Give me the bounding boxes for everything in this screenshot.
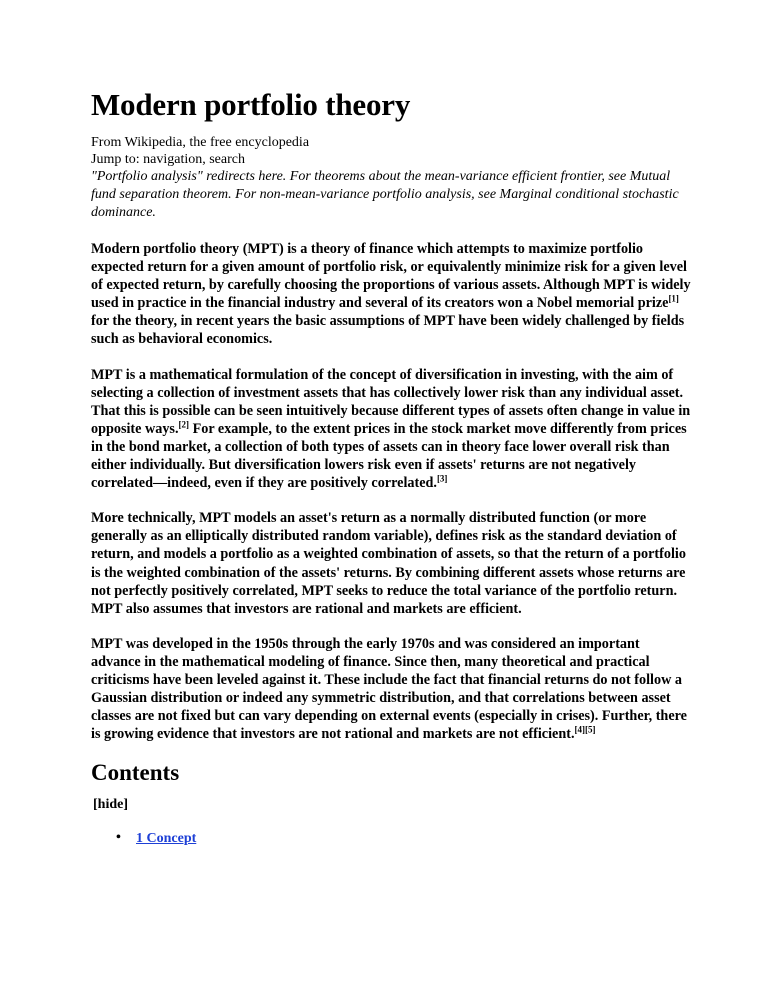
toc-item-concept: [91, 831, 691, 847]
jump-navigation-link[interactable]: navigation: [143, 152, 203, 167]
hatnote: "Portfolio analysis" redirects here. For theorems about the mean-variance efficient frontier, see Mutual fund separation theorem. For non-mean-variance portfolio analysis, see Marginal conditional stochastic dominance.: [91, 169, 679, 220]
jump-prefix: Jump to:: [91, 152, 144, 167]
contents-heading: Contents: [91, 760, 180, 786]
intro-paragraph-3: More technically, MPT models an asset's return as a normally distributed function (or more generally as an elliptically distributed random variable), defines risk as the standard deviation of return, and models a portfolio as a weighted combination of assets, so that the return of a portfolio is the weighted combination of the assets' returns. By combining different assets whose returns are not perfectly positively correlated, MPT seeks to reduce the total variance of the portfolio return. MPT also assumes that investors are rational and markets are efficient.: [91, 510, 686, 617]
reference-link[interactable]: [3]: [436, 473, 448, 484]
reference-link[interactable]: [4][5]: [574, 724, 596, 735]
table-of-contents: [91, 831, 691, 847]
reference-link[interactable]: [1]: [668, 293, 679, 304]
reference-link[interactable]: [2]: [178, 419, 190, 430]
paragraph-text: For example, to the extent prices in the stock market move differently from prices in the bond market, a collection of both types of assets can in theory face lower overall risk than either individually. But diversification lowers risk even if assets' returns are not negatively correlated—indeed, even if they are positively correlated.: [91, 420, 687, 492]
source-line: From Wikipedia, the free encyclopedia: [91, 135, 310, 150]
article: [91, 88, 691, 847]
bullet-icon: •: [116, 830, 121, 846]
paragraph-text: Modern portfolio theory (MPT) is a theory of finance which attempts to maximize portfolio expected return for a given amount of portfolio risk, or equivalently minimize risk for a given level of expected return, by carefully choosing the proportions of various assets. Although MPT is widely used in practice in the financial industry and several of its creators won a Nobel memorial prize: [91, 241, 691, 312]
toc-link-concept[interactable]: 1 Concept: [136, 831, 197, 847]
intro-paragraph-4: [91, 635, 691, 744]
paragraph-text: MPT was developed in the 1950s through the early 1970s and was considered an important advance in the mathematical modeling of finance. Since then, many theoretical and practical criticisms have been leveled against it. These include the fact that financial returns do not follow a Gaussian distribution or indeed any symmetric distribution, and that correlations between asset classes are not fixed but can vary depending on external events (especially in crises). Further, there is growing evidence that investors are not rational and markets are not efficient.: [91, 635, 687, 743]
paragraph-text: for the theory, in recent years the basic assumptions of MPT have been widely challenged by fields such as behavioral economics.: [91, 313, 685, 348]
paragraph-text: MPT is a mathematical formulation of the concept of diversification in investing, with the aim of selecting a collection of investment assets that has collectively lower risk than any individual asset. That this is possible can be seen intuitively because different types of assets often change in value in opposite ways.: [91, 366, 691, 437]
jump-separator: ,: [202, 152, 210, 167]
page-title: Modern portfolio theory: [91, 87, 411, 122]
toc-hide-toggle[interactable]: [hide]: [93, 797, 128, 813]
jump-line: [91, 151, 691, 168]
jump-search-link[interactable]: search: [209, 152, 245, 167]
intro-paragraph-2: [91, 366, 691, 493]
intro-paragraph-1: [91, 240, 691, 349]
